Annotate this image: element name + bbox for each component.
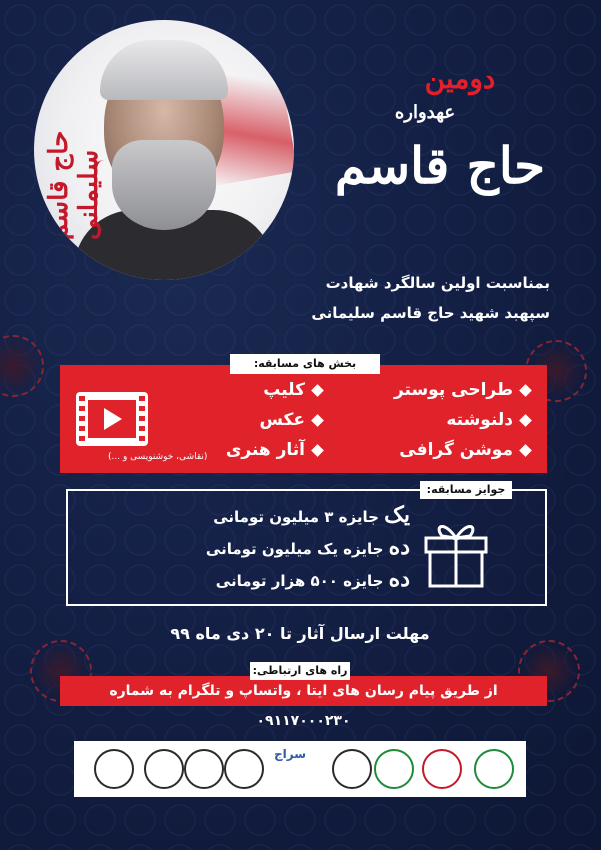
section-item-label: عکس <box>259 410 305 430</box>
prize-text: جایزه ۵۰۰ هزار تومانی <box>215 572 384 590</box>
prize-count: ده <box>388 534 410 560</box>
subtitle-line-1: بمناسبت اولین سالگرد شهادت <box>325 274 550 292</box>
section-item <box>200 380 322 400</box>
prize-count: یک <box>384 502 410 528</box>
portrait-hair <box>100 40 228 100</box>
video-film-icon <box>76 392 148 446</box>
contact-label: راه های ارتباطی: <box>250 662 350 680</box>
sponsor-logo-text: سراج <box>274 747 307 761</box>
prize-text: جایزه ۳ میلیون تومانی <box>213 508 379 526</box>
prize-line <box>100 534 410 560</box>
prize-text: جایزه یک میلیون تومانی <box>205 540 384 558</box>
portrait-beard <box>112 140 216 230</box>
play-icon <box>104 408 122 430</box>
section-item-label: دلنوشته <box>446 410 513 430</box>
section-item-label: موشن گرافی <box>399 440 513 460</box>
sponsor-logo-icon <box>474 749 514 789</box>
sponsor-logo-icon <box>422 749 462 789</box>
section-item <box>370 410 530 430</box>
sponsor-logo-icon <box>184 749 224 789</box>
sections-note: (نقاشی، خوشنویسی و ...) <box>108 452 208 462</box>
section-item-label: آثار هنری <box>225 440 305 460</box>
diamond-bullet-icon <box>519 384 532 397</box>
diamond-bullet-icon <box>519 444 532 457</box>
signature-flourish <box>94 160 117 230</box>
title-main: حاج قاسم <box>334 136 546 195</box>
subtitle-line-2: سپهبد شهید حاج قاسم سلیمانی <box>311 304 550 322</box>
contact-bar: از طریق پیام رسان های ایتا ، واتساپ و تلگرام به شماره ۰۹۱۱۷۰۰۰۲۳۰ <box>60 676 547 706</box>
sponsor-logo-icon <box>94 749 134 789</box>
sponsor-logo-icon <box>374 749 414 789</box>
diamond-bullet-icon <box>519 414 532 427</box>
section-item-label: کلیپ <box>263 380 305 400</box>
section-item <box>200 410 322 430</box>
prize-line <box>100 502 410 528</box>
prizes-label: جوایز مسابقه: <box>420 481 512 499</box>
deadline-text: مهلت ارسال آثار تا ۲۰ دی ماه ۹۹ <box>170 624 430 643</box>
sponsor-logo-icon <box>332 749 372 789</box>
section-item <box>370 380 530 400</box>
diamond-bullet-icon <box>311 414 324 427</box>
title-eyd: عهدواره <box>394 102 456 123</box>
portrait-image <box>34 20 294 280</box>
diamond-bullet-icon <box>311 384 324 397</box>
sections-label: بخش های مسابقه: <box>230 354 380 374</box>
signature-calligraphy: حاج قاسم سلیمانی <box>44 130 104 240</box>
gift-icon <box>420 514 492 590</box>
section-item-label: طراحی پوستر <box>393 380 513 400</box>
sponsor-logo-icon <box>224 749 264 789</box>
section-item <box>370 440 530 460</box>
title-second: دومین <box>424 62 496 95</box>
prize-count: ده <box>388 566 410 592</box>
sponsor-logos-strip <box>74 741 526 797</box>
diamond-bullet-icon <box>311 444 324 457</box>
sponsor-logo-icon <box>144 749 184 789</box>
prize-line <box>100 566 410 592</box>
